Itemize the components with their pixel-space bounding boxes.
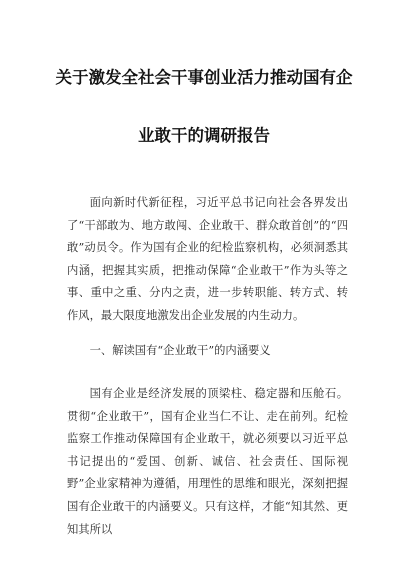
document-title-line-2: 业敢干的调研报告	[138, 126, 270, 145]
document-title-line-1: 关于激发全社会干事创业活力推动国有企	[55, 68, 353, 87]
section-heading: 一、解读国有“企业敢干”的内涵要义	[89, 344, 271, 357]
section-paragraph: 国有企业是经济发展的顶梁柱、稳定器和压舱石。贯彻“企业敢干”，国有企业当仁不让、走在前列。纪检监察工作推动保障国有企业敢干，就必须要以习近平总书记提出的“爱国、创新、诚信、社会责任、国际视野”企业家精神为遵循，用理性的思维和眼光，深刻把握国有企业敢干的内涵要义。只有这样，才能“知其然、更知其所以	[67, 387, 348, 536]
intro-paragraph: 面向新时代新征程，习近平总书记向社会各界发出了“干部敢为、地方敢闯、企业敢干、群众敢首创”的“四敢”动员令。作为国有企业的纪检监察机构，必须洞悉其内涵，把握其实质，把推动保障“企业敢干”作为头等之事、重中之重、分内之责，进一步转职能、转方式、转作风，最大限度地激发出企业发展的内生动力。	[67, 196, 348, 322]
